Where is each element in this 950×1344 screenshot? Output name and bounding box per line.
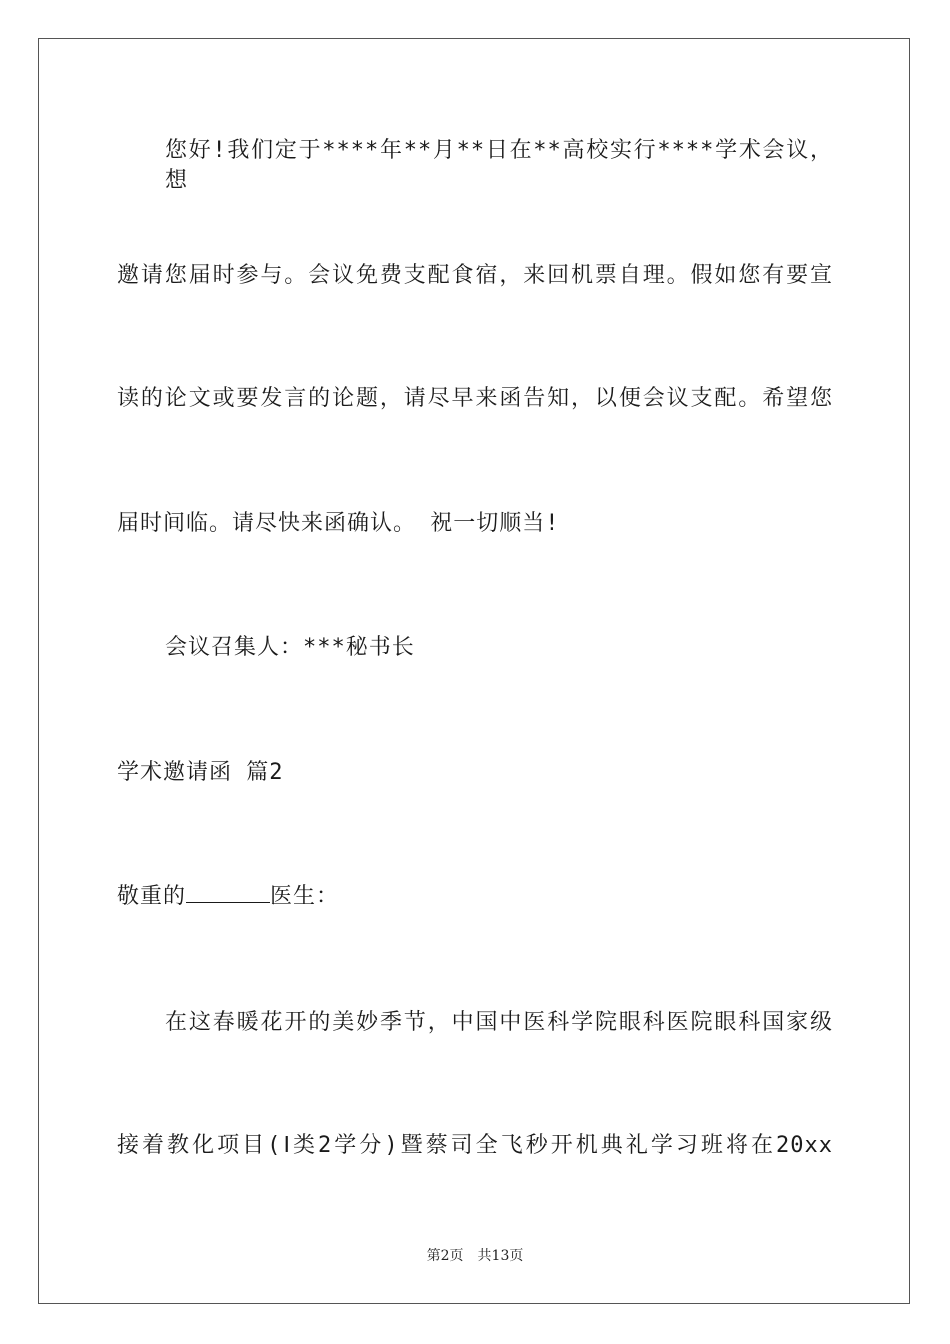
paragraph-1-line-2: 邀请您届时参与。会议免费支配食宿，来回机票自理。假如您有要宣 [117,263,833,288]
salutation [117,882,833,912]
section-heading: 学术邀请函 篇2 [117,760,284,785]
paragraph-2-line-1: 在这春暖花开的美妙季节，中国中医科学院眼科医院眼科国家级 [165,1010,833,1035]
page-frame [38,38,910,1304]
convener-line: 会议召集人：***秘书长 [165,635,415,660]
page-footer [0,1246,950,1266]
salutation-suffix: 医生： [270,884,340,909]
footer-page-current: 第2页 [426,1248,464,1264]
paragraph-1-line-3: 读的论文或要发言的论题，请尽早来函告知，以便会议支配。希望您 [117,386,833,411]
paragraph-2-line-2: 接着教化项目(Ⅰ类2学分)暨蔡司全飞秒开机典礼学习班将在20xx [117,1133,833,1158]
paragraph-1-line-4: 届时间临。请尽快来函确认。 祝一切顺当! [117,511,560,536]
paragraph-1-line-1: 您好!我们定于****年**月**日在**高校实行****学术会议，想 [165,138,833,193]
salutation-prefix: 敬重的 [117,884,187,909]
footer-page-total: 共13页 [477,1248,524,1264]
salutation-blank [186,882,270,903]
